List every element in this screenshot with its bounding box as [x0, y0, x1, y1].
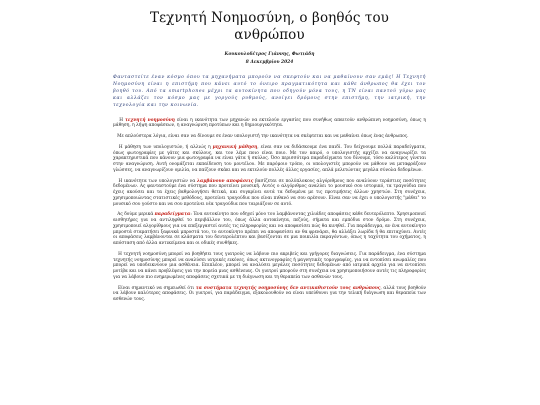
- paragraph-decisions: [113, 179, 426, 208]
- paragraph-machine-learning-lead: Η μάθηση των υπολογιστών, ή αλλιώς η: [118, 144, 213, 150]
- paragraph-conclusion: [113, 286, 426, 303]
- paragraph-examples-lead: Ας δούμε μερικά: [117, 212, 155, 218]
- paragraph-simple-words: [113, 134, 426, 140]
- document-title: Τεχνητή Νοημοσύνη, ο βοηθός του ανθρώπου: [149, 10, 389, 43]
- paragraph-examples-rest: : Ένα αυτοκίνητο που οδηγεί μόνο του λαμβάνοντας χιλιάδες αποφάσεις κάθε δευτερόλεπτο. Χρησιμοποιεί αισθητήρες για να αντιληφθεί το περιβάλλον του, όπως άλλα αυτοκίνητα, πεζούς, σήματα και εμπόδια στον δρόμο. Στη συνέχεια, χρησιμοποιεί αλγορίθμους για να επεξεργαστεί αυτές τις πληροφορίες και να αποφασίσει πώς θα κινηθεί. Για παράδειγμα, αν ένα αυτοκίνητο μπροστά σταματήσει ξαφνικά μπροστά του, το αυτοκίνητο πρέπει να αποφασίσει αν θα φρενάρει, θα αλλάξει λωρίδα ή θα επιταχύνει. Αυτές οι αποφάσεις λαμβάνονται σε κλάσματα του δευτερολέπτου και βασίζονται σε μια ποικιλία παραγόντων, όπως η ταχύτητα του οχήματος, η απόσταση από άλλα αντικείμενα και οι οδικές συνθήκες.: [113, 212, 426, 247]
- document-authors: Κουκουλοδέτρος Γιάννης, Φωτιάδη: [224, 52, 315, 57]
- paragraph-machine-learning-rest: , είναι σαν να διδάσκουμε ένα παιδί. Του δείχνουμε πολλά παραδείγματα, όπως φωτογραφίες με γάτες και σκύλους, και τον λέμε ποιο είναι ποιο. Με τον καιρό, ο υπολογιστής αρχίζει να αναγνωρίζει τα χαρακτηριστικά που κάνουν μια φωτογραφία να είναι γάτα ή σκύλος. Όσο περισσότερα παραδείγματα του δίνουμε, τόσο καλύτερος γίνεται στην αναγνώριση. Αυτή ονομάζεται εκπαίδευση του μοντέλου. Με παρόμοιο τρόπο, οι υπολογιστές μπορούν να μάθουν να μεταφράζουν γλώσσες, να αναγνωρίζουν ομιλία, να παίζουν σκάκι και να εκτελούν πολλές άλλες εργασίες, απλά μελετώντας μεγάλα σύνολα δεδομένων.: [113, 144, 426, 173]
- highlight-not-replacing-humans: τα συστήματα τεχνητής νοημοσύνης δεν αντικαθιστούν τους ανθρώπους: [195, 285, 381, 291]
- paragraph-definition-rest: είναι η ικανότητα των μηχανών να εκτελούν εργασίες που συνήθως απαιτούν ανθρώπινη νοημοσύνη, όπως η μάθηση, η λήψη αποφάσεων, η αναγνώριση προτύπων και η δημιουργικότητα.: [113, 117, 426, 129]
- highlight-machine-learning: μηχανική μάθηση: [212, 144, 258, 150]
- paragraph-conclusion-rest: , αλλά τους βοηθούν να λάβουν καλύτερες αποφάσεις. Οι γιατροί, για παράδειγμα, εξακολουθούν να είναι υπεύθυνοι για την τελική διάγνωση και θεραπεία των ασθενών τους.: [113, 285, 427, 303]
- paragraph-definition-lead: Η: [119, 117, 125, 123]
- highlight-artificial-intelligence: τεχνητή νοημοσύνη: [125, 117, 175, 123]
- document-date: 8 Δεκεμβρίου 2024: [245, 60, 294, 65]
- highlight-decisions: λαμβάνουν αποφάσεις: [197, 178, 254, 184]
- intro-paragraph: Φανταστείτε έναν κόσμο όπου τα μηχανήματα μπορούν να σκεφτούν και να μαθαίνουν σαν εμάς! Η Τεχνητή Νοημοσύνη είναι η επιστήμη που κάνει αυτό το όνειρο πραγματικότητα και κάθε άνθρωπος θα έχει τον βοηθό του. Από τα smartphones μέχρι τα αυτοκίνητα που οδηγούν μόνα τους, η ΤΝ είναι παντού γύρω μας και αλλάζει τον κόσμο μας με γοργούς ρυθμούς, ανοίγει δρόμους στην επιστήμη, την ιατρική, την τεχνολογία και την κοινωνία.: [113, 75, 426, 108]
- paragraph-examples: [113, 212, 426, 247]
- paragraph-simple-words-text: Με απλούστερα λόγια, είναι σαν να δίνουμε σε έναν υπολογιστή την ικανότητα να σκέφτεται και να μαθαίνει όπως ένας άνθρωπος.: [117, 134, 409, 140]
- paragraph-medicine-text: Η τεχνητή νοημοσύνη μπορεί να βοηθήσει τους γιατρούς να λάβουν πιο ακριβείς και γρήγορες διαγνώσεις. Για παράδειγμα, ένα σύστημα τεχνητής νοημοσύνης μπορεί να αναλύσει ιατρικές εικόνες, όπως ακτινογραφίες ή μαγνητικές τομογραφίες, για να εντοπίσει ανωμαλίες που μπορεί να υποδεικνύουν μια ασθένεια. Επιπλέον, μπορεί να αναλύσει μεγάλες ποσότητες δεδομένων από ιατρικά αρχεία για να εντοπίσει μοτίβα και να κάνει προβλέψεις για την πορεία μιας ασθένειας. Οι γιατροί μπορούν στη συνέχεια να χρησιμοποιήσουν αυτές τις πληροφορίες για να λάβουν πιο ενημερωμένες αποφάσεις σχετικά με τη διάγνωση και τη θεραπεία των ασθενών τους.: [113, 251, 426, 280]
- paragraph-conclusion-lead: Είναι σημαντικό να σημειωθεί ότι: [117, 285, 196, 291]
- paragraph-machine-learning: [113, 145, 426, 174]
- paragraph-decisions-lead: Η ικανότητα των υπολογιστών να: [118, 178, 198, 184]
- paragraph-definition: [113, 118, 426, 130]
- paragraph-medicine: [113, 252, 426, 281]
- document-column: [113, 10, 426, 303]
- highlight-examples: παραδείγματα: [154, 212, 191, 218]
- paragraph-decisions-rest: βασίζεται σε πολύπλοκους αλγόριθμους που αναλύουν τεράστιες ποσότητες δεδομένων. Ας φανταστούμε ένα σύστημα που προτείνει μουσική. Αυτός ο αλγόριθμος αναλύει το μουσικό σου ιστορικό, τα τραγούδια που έχεις ακούσει και τα έχεις βαθμολογήσει θετικά, και συγκρίνει αυτά τα δεδομένα με τις προτιμήσεις άλλων χρηστών. Στη συνέχεια, χρησιμοποιώντας στατιστικές μεθόδους, προτείνει τραγούδια που είναι πιθανό να σου αρέσουν. Είναι σαν να έχει ο υπολογιστής "μάθει" το μουσικό σου γούστο και να σου προτείνει νέα τραγούδια που ταιριάζουν σε αυτό.: [113, 178, 426, 207]
